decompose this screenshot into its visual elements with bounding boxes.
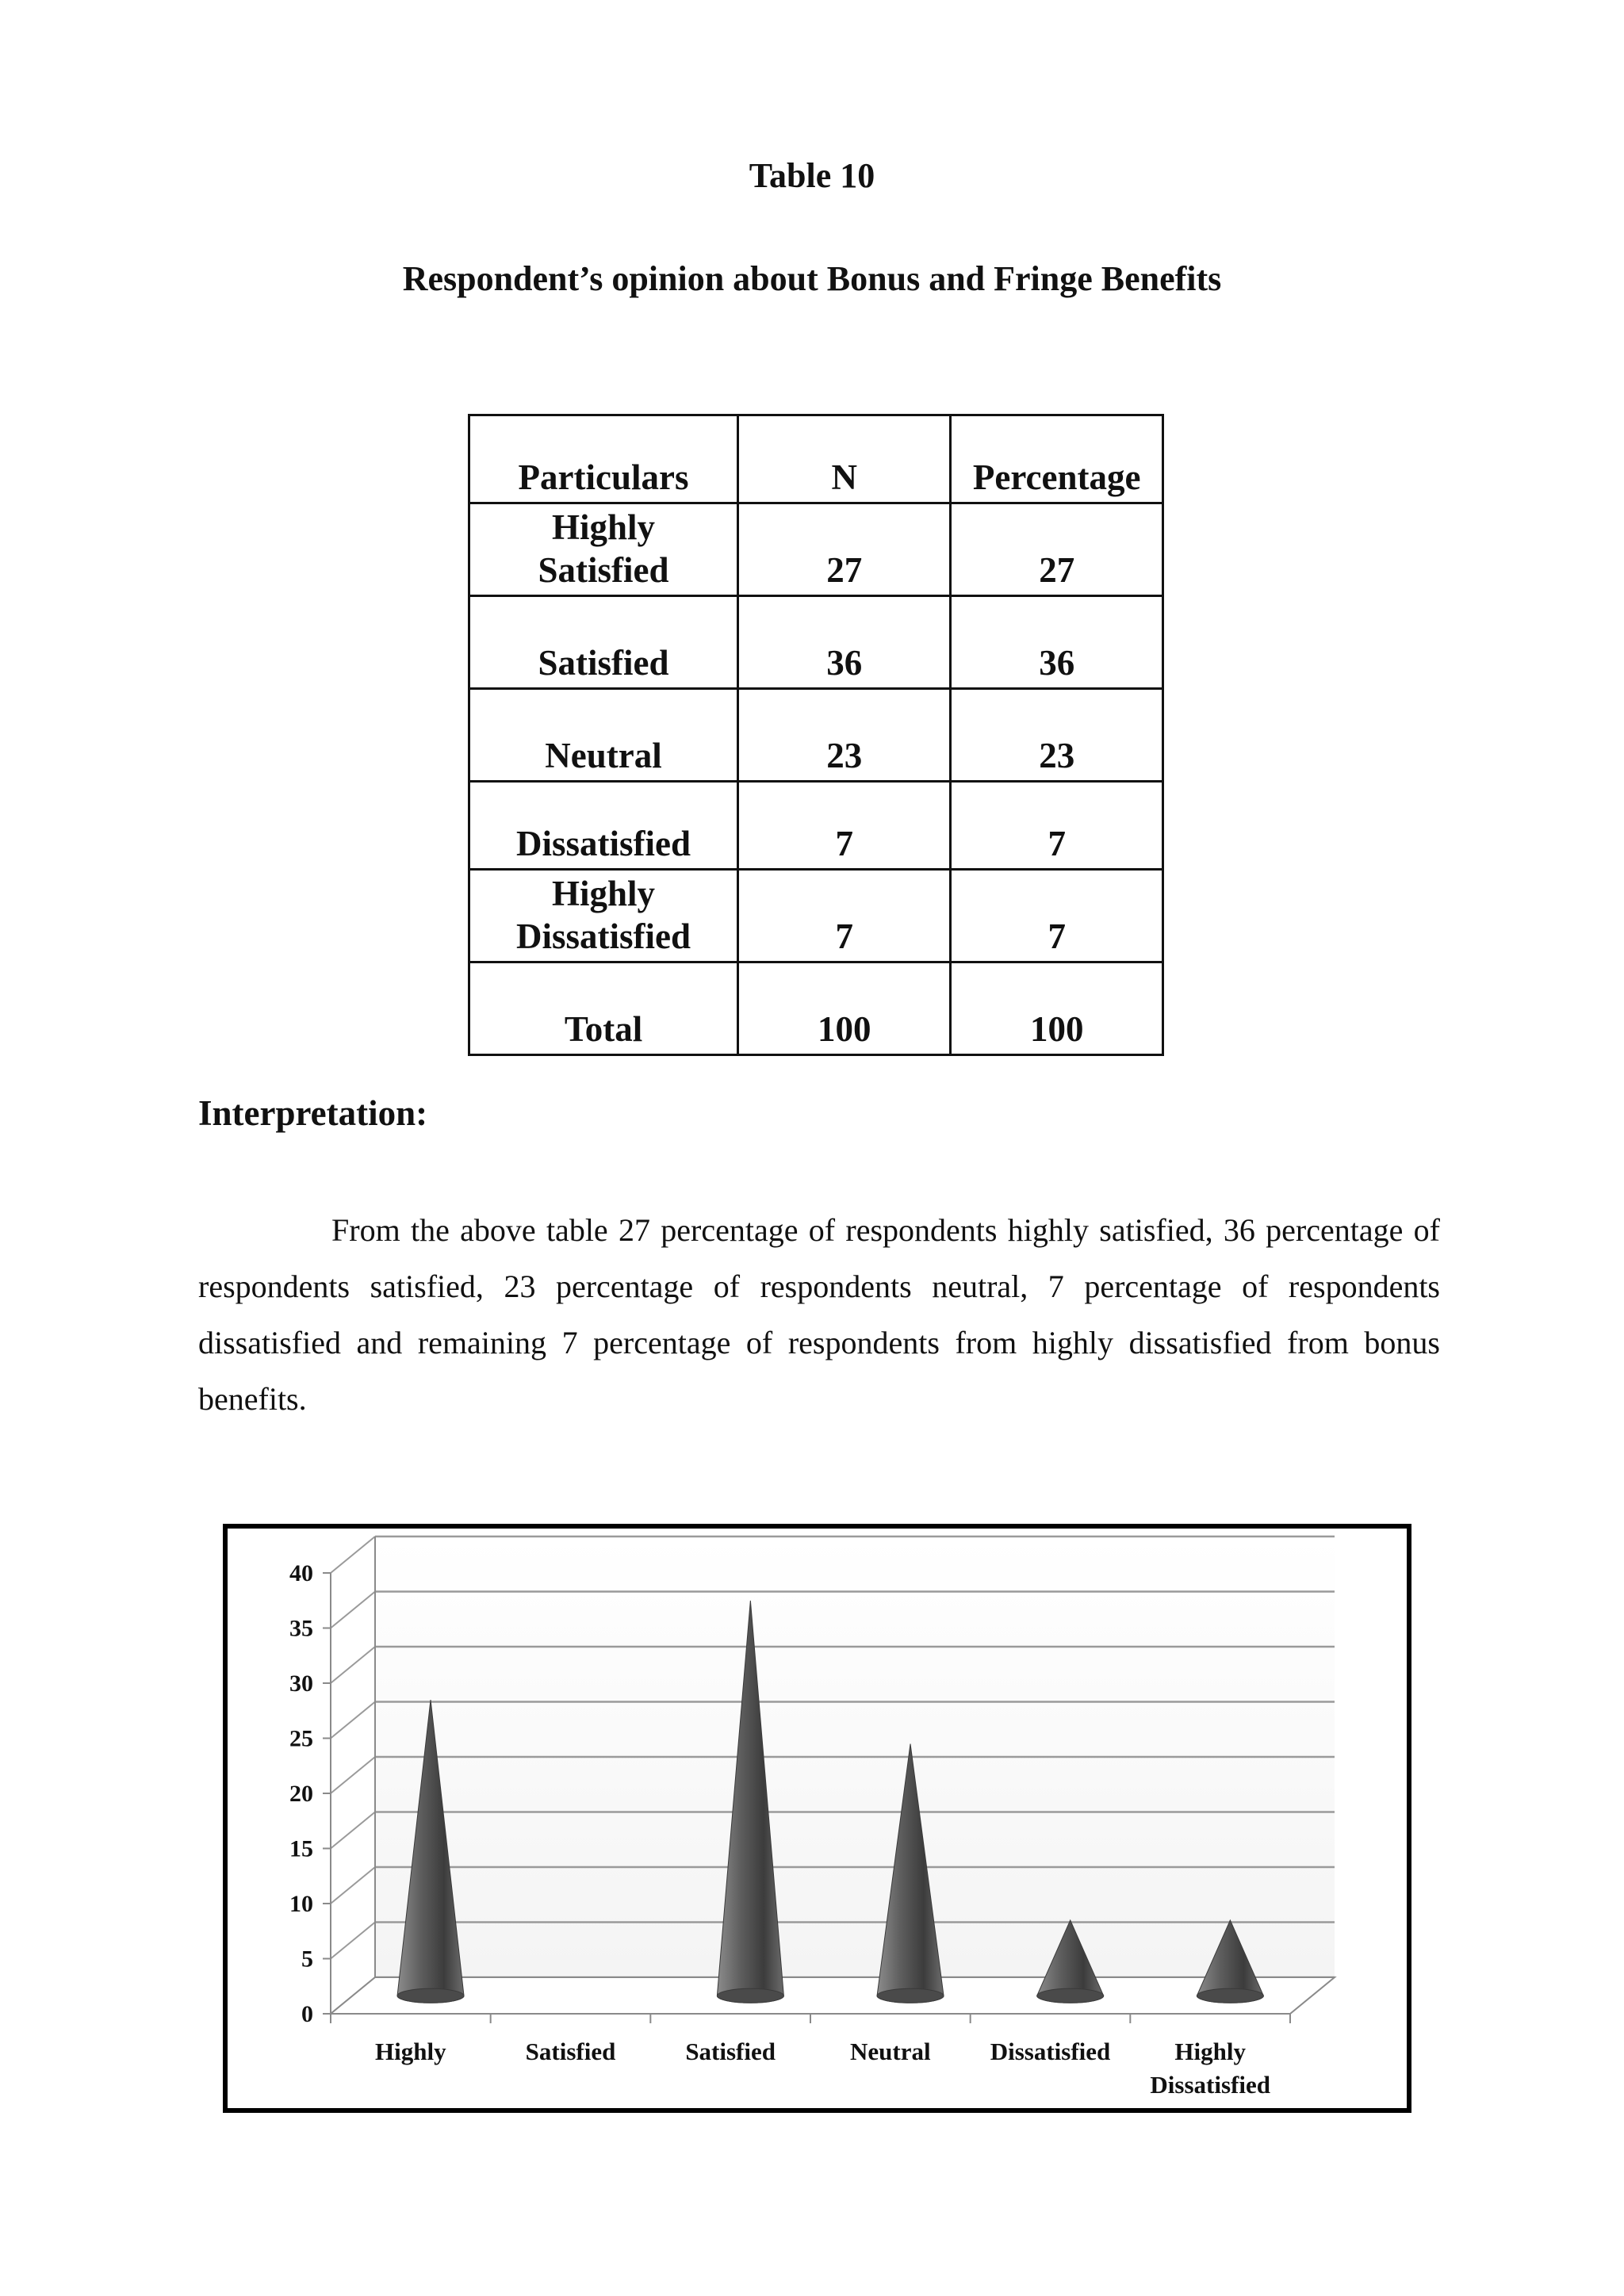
y-tick-label: 30 xyxy=(289,1670,313,1697)
table-row xyxy=(469,503,1163,596)
row-particular-line: Highly xyxy=(552,874,656,913)
row-n: 7 xyxy=(738,870,951,962)
row-percentage: 7 xyxy=(951,870,1163,962)
row-n: 7 xyxy=(738,782,951,870)
table-row xyxy=(469,870,1163,962)
table-total-row xyxy=(469,962,1163,1055)
benefits-table xyxy=(468,414,1164,1056)
gridline-left xyxy=(331,1647,375,1683)
header-n: N xyxy=(738,415,951,503)
y-tick-label: 20 xyxy=(289,1781,313,1807)
row-particular: Total xyxy=(469,962,738,1055)
row-percentage: 7 xyxy=(951,782,1163,870)
y-tick-label: 10 xyxy=(289,1891,313,1917)
row-n: 100 xyxy=(738,962,951,1055)
x-tick-label: Dissatisfied xyxy=(1150,2071,1270,2099)
row-n: 36 xyxy=(738,596,951,689)
y-tick-label: 35 xyxy=(289,1615,313,1642)
table-subtitle: Respondent’s opinion about Bonus and Fringe Benefits xyxy=(402,259,1222,298)
cone-chart xyxy=(228,1529,1407,2108)
row-n: 27 xyxy=(738,503,951,596)
row-particular: Satisfied xyxy=(469,596,738,689)
x-tick-label: Neutral xyxy=(850,2038,931,2065)
x-tick-label: Highly xyxy=(375,2038,446,2065)
gridline-left xyxy=(331,1757,375,1793)
gridline-left xyxy=(331,1923,375,1959)
gridline-left xyxy=(331,1592,375,1628)
cone-base xyxy=(877,1988,944,2003)
cone-base xyxy=(1197,1988,1263,2003)
x-tick-label: Satisfied xyxy=(525,2038,616,2065)
row-particular-line: Dissatisfied xyxy=(516,916,691,956)
row-particular xyxy=(469,503,738,596)
cone-base xyxy=(397,1988,464,2003)
table-title: Table 10 xyxy=(749,156,875,195)
chart-gridlines xyxy=(331,1536,1335,2014)
row-particular: Dissatisfied xyxy=(469,782,738,870)
chart-frame xyxy=(223,1524,1411,2113)
table-row xyxy=(469,782,1163,870)
x-axis-ticks xyxy=(375,2038,1270,2099)
header-particulars: Particulars xyxy=(469,415,738,503)
header-percentage: Percentage xyxy=(951,415,1163,503)
row-particular xyxy=(469,870,738,962)
y-tick-label: 15 xyxy=(289,1835,313,1862)
row-percentage: 36 xyxy=(951,596,1163,689)
x-tick-label: Highly xyxy=(1174,2038,1246,2065)
table-row xyxy=(469,689,1163,782)
row-percentage: 27 xyxy=(951,503,1163,596)
gridline-left xyxy=(331,1812,375,1849)
gridline-left xyxy=(331,1867,375,1904)
gridline-left xyxy=(331,1536,375,1573)
row-particular: Neutral xyxy=(469,689,738,782)
row-particular-line: Highly xyxy=(552,507,656,547)
interpretation-heading: Interpretation: xyxy=(198,1093,428,1133)
x-tick-label: Satisfied xyxy=(685,2038,776,2065)
table-header-row xyxy=(469,415,1163,503)
row-percentage: 100 xyxy=(951,962,1163,1055)
row-particular-line: Satisfied xyxy=(538,550,669,590)
y-tick-label: 0 xyxy=(301,2001,313,2027)
y-axis-ticks xyxy=(289,1560,313,2027)
y-tick-label: 40 xyxy=(289,1560,313,1586)
y-tick-label: 5 xyxy=(301,1946,313,1973)
gridline-left xyxy=(331,1702,375,1739)
row-percentage: 23 xyxy=(951,689,1163,782)
y-tick-label: 25 xyxy=(289,1725,313,1752)
cone-base xyxy=(717,1988,783,2003)
row-n: 23 xyxy=(738,689,951,782)
table-row xyxy=(469,596,1163,689)
x-tick-label: Dissatisfied xyxy=(990,2038,1111,2065)
chart-floor xyxy=(331,1977,1335,2014)
cone-base xyxy=(1037,1988,1104,2003)
interpretation-paragraph: From the above table 27 percentage of respondents highly satisfied, 36 percentage of respondents satisfied, 23 percentage of respondents neutral, 7 percentage of respondents dissatisfied and remaining 7 percentage of respondents from highly dissatisfied from bonus benefits. xyxy=(198,1212,1440,1417)
